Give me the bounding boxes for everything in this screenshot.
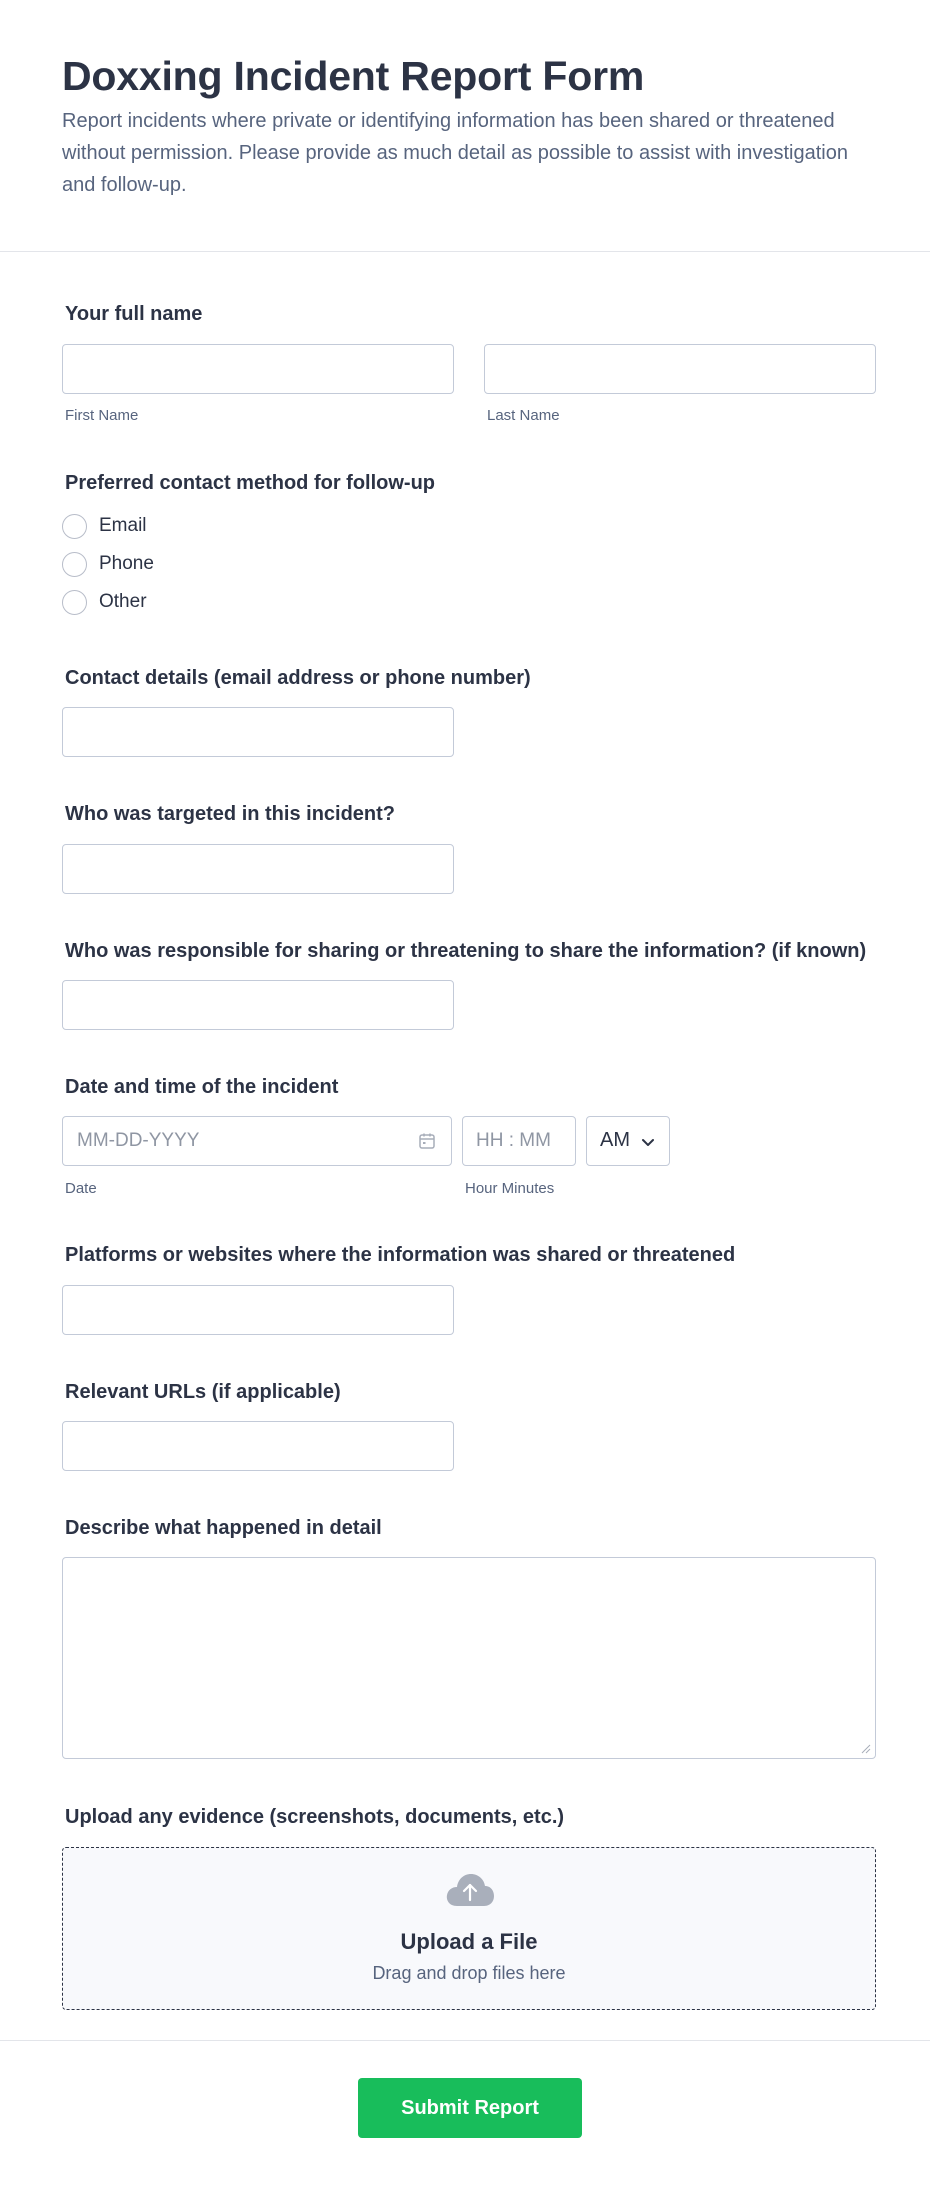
radio-option-other[interactable]	[62, 588, 147, 616]
page-description: Report incidents where private or identifying information has been shared or threatened without permission. Please provide as much detail as possible to assist with investigation and follow-up.	[62, 110, 848, 196]
last-name-sublabel: Last Name	[487, 407, 560, 424]
first-name-sublabel: First Name	[65, 407, 139, 424]
calendar-icon[interactable]	[417, 1131, 437, 1151]
phone-radio-label: Phone	[99, 553, 154, 574]
chevron-down-icon	[640, 1134, 656, 1150]
submit-button[interactable]: Submit Report	[358, 2078, 582, 2138]
evidence-label: Upload any evidence (screenshots, documents, etc.)	[65, 1806, 565, 1828]
other-radio-label: Other	[99, 591, 147, 612]
ampm-select[interactable]	[586, 1116, 670, 1166]
full-name-label: Your full name	[65, 303, 203, 325]
footer-divider	[0, 2040, 930, 2041]
contact-details-input[interactable]	[62, 707, 454, 757]
targeted-input[interactable]	[62, 844, 454, 894]
page-title: Doxxing Incident Report Form	[62, 53, 645, 99]
radio-option-phone[interactable]	[62, 550, 154, 578]
platforms-label: Platforms or websites where the information was shared or threatened	[65, 1244, 736, 1266]
urls-input[interactable]	[62, 1421, 454, 1471]
contact-details-label: Contact details (email address or phone number)	[65, 667, 531, 689]
resize-handle-icon[interactable]	[859, 1742, 871, 1754]
last-name-input[interactable]	[484, 344, 876, 394]
responsible-input[interactable]	[62, 980, 454, 1030]
responsible-label: Who was responsible for sharing or threatening to share the information? (if known)	[65, 940, 867, 962]
form-header	[0, 0, 930, 252]
datetime-label: Date and time of the incident	[65, 1076, 339, 1098]
platforms-input[interactable]	[62, 1285, 454, 1335]
ampm-value: AM	[600, 1129, 630, 1151]
contact-method-label: Preferred contact method for follow-up	[65, 472, 436, 494]
first-name-input[interactable]	[62, 344, 454, 394]
cloud-upload-icon	[445, 1872, 495, 1908]
description-textarea[interactable]	[62, 1557, 876, 1759]
email-radio[interactable]	[62, 514, 87, 539]
time-input[interactable]	[462, 1116, 576, 1166]
targeted-label: Who was targeted in this incident?	[65, 803, 396, 825]
email-radio-label: Email	[99, 515, 147, 536]
upload-title: Upload a File	[400, 1929, 538, 1954]
file-upload-dropzone[interactable]	[62, 1847, 876, 2010]
radio-option-email[interactable]	[62, 512, 147, 540]
date-sublabel: Date	[65, 1180, 97, 1197]
upload-subtitle: Drag and drop files here	[372, 1963, 566, 1983]
description-label: Describe what happened in detail	[65, 1517, 382, 1539]
urls-label: Relevant URLs (if applicable)	[65, 1381, 341, 1403]
phone-radio[interactable]	[62, 552, 87, 577]
date-placeholder: MM-DD-YYYY	[77, 1130, 200, 1151]
date-input[interactable]	[62, 1116, 452, 1166]
time-placeholder: HH : MM	[476, 1130, 551, 1151]
time-sublabel: Hour Minutes	[465, 1180, 555, 1197]
other-radio[interactable]	[62, 590, 87, 615]
